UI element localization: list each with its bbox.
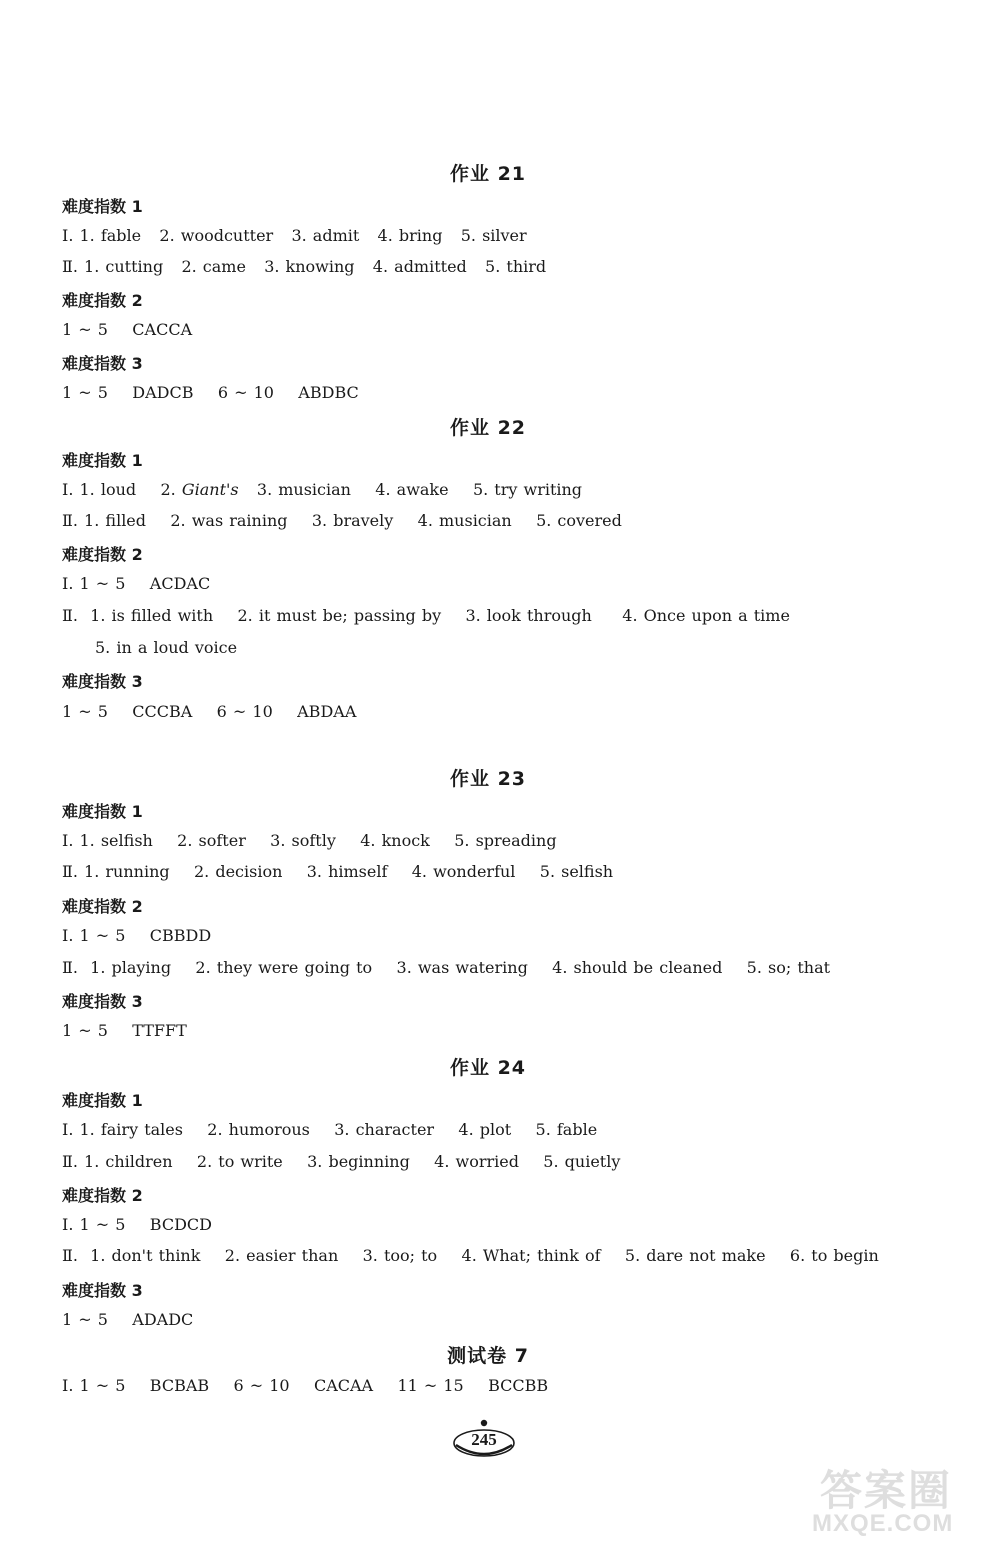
answer-line: Ⅱ. 1. running 2. decision 3. himself 4. wonderful 5. selfish bbox=[62, 862, 614, 881]
answer-line: 1 ~ 5 CACCA bbox=[62, 320, 193, 339]
answer-line: Ⅱ. 1. children 2. to write 3. beginning 4. worried 5. quietly bbox=[62, 1152, 621, 1171]
answer-line: Ⅰ. 1 ~ 5 CBBDD bbox=[62, 926, 212, 945]
answer-line: 1 ~ 5 CCCBA 6 ~ 10 ABDAA bbox=[62, 702, 357, 721]
difficulty-label: 难度指数 3 bbox=[62, 672, 143, 691]
answer-line: Ⅱ. 1. filled 2. was raining 3. bravely 4. musician 5. covered bbox=[62, 511, 622, 530]
answer-line: Ⅰ. 1 ~ 5 ACDAC bbox=[62, 574, 211, 593]
section-title-hw21: 作业 21 bbox=[449, 163, 527, 185]
answer-line: 1 ~ 5 DADCB 6 ~ 10 ABDBC bbox=[62, 383, 359, 402]
answer-text: Ⅰ. 1. loud 2. bbox=[62, 480, 182, 499]
section-title-hw22: 作业 22 bbox=[449, 417, 527, 439]
answer-line: 5. in a loud voice bbox=[95, 638, 238, 657]
answer-line: 1 ~ 5 ADADC bbox=[62, 1310, 194, 1329]
watermark-cn-text: 答案圈 bbox=[820, 1466, 953, 1515]
difficulty-label: 难度指数 2 bbox=[62, 1186, 143, 1205]
section-title-hw23: 作业 23 bbox=[449, 768, 527, 790]
answer-line: Ⅱ. 1. is filled with 2. it must be; passing by 3. look through 4. Once upon a time bbox=[62, 606, 790, 625]
difficulty-label: 难度指数 1 bbox=[62, 197, 143, 216]
section-title-hw24: 作业 24 bbox=[449, 1057, 527, 1079]
difficulty-label: 难度指数 1 bbox=[62, 802, 143, 821]
difficulty-label: 难度指数 3 bbox=[62, 354, 143, 373]
page-number-text: 245 bbox=[471, 1430, 497, 1449]
watermark-en-text: MXQE.COM bbox=[812, 1510, 954, 1537]
answer-line: Ⅱ. 1. playing 2. they were going to 3. was watering 4. should be cleaned 5. so; that bbox=[62, 958, 831, 977]
answer-text-italic: Giant's bbox=[181, 480, 239, 499]
answer-line: Ⅰ. 1. selfish 2. softer 3. softly 4. knock 5. spreading bbox=[62, 831, 557, 850]
difficulty-label: 难度指数 2 bbox=[62, 291, 143, 310]
answer-text: 3. musician 4. awake 5. try writing bbox=[238, 480, 583, 499]
answer-line: Ⅰ. 1 ~ 5 BCDCD bbox=[62, 1215, 212, 1234]
difficulty-label: 难度指数 3 bbox=[62, 1281, 143, 1300]
answer-line: Ⅰ. 1. fairy tales 2. humorous 3. character 4. plot 5. fable bbox=[62, 1120, 598, 1139]
difficulty-label: 难度指数 3 bbox=[62, 992, 143, 1011]
difficulty-label: 难度指数 2 bbox=[62, 545, 143, 564]
difficulty-label: 难度指数 1 bbox=[62, 451, 143, 470]
answer-line bbox=[62, 480, 582, 499]
answer-line: Ⅰ. 1. fable 2. woodcutter 3. admit 4. bring 5. silver bbox=[62, 226, 527, 245]
answer-line: Ⅱ. 1. don't think 2. easier than 3. too; to 4. What; think of 5. dare not make 6. to begin bbox=[62, 1246, 879, 1265]
difficulty-label: 难度指数 1 bbox=[62, 1091, 143, 1110]
section-title-test7: 测试卷 7 bbox=[447, 1345, 529, 1367]
page-number bbox=[451, 1419, 517, 1461]
answer-line: Ⅰ. 1 ~ 5 BCBAB 6 ~ 10 CACAA 11 ~ 15 BCCBB bbox=[62, 1376, 549, 1395]
answer-line: 1 ~ 5 TTFFT bbox=[62, 1021, 187, 1040]
difficulty-label: 难度指数 2 bbox=[62, 897, 143, 916]
answer-line: Ⅱ. 1. cutting 2. came 3. knowing 4. admitted 5. third bbox=[62, 257, 547, 276]
watermark-logo bbox=[812, 1458, 992, 1540]
